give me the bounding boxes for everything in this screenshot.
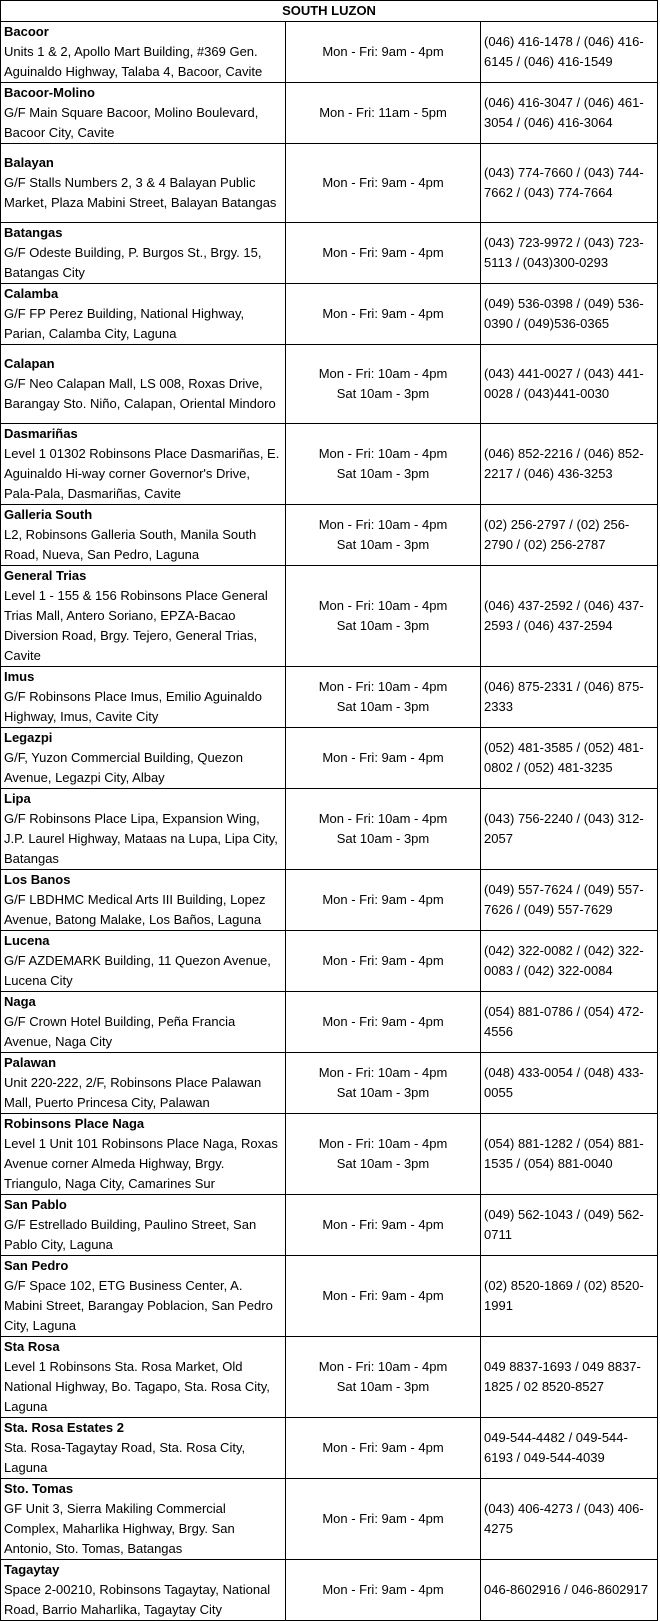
branch-hours-line: Mon - Fri: 10am - 4pm	[318, 366, 448, 381]
branch-hours-cell	[286, 345, 481, 424]
branch-hours-line: Mon - Fri: 10am - 4pm	[318, 1136, 448, 1151]
branch-name: Batangas	[4, 225, 63, 240]
branch-hours-cell	[286, 870, 481, 931]
branch-hours-line: Mon - Fri: 9am - 4pm	[322, 1511, 444, 1526]
branch-hours-line: Sat 10am - 3pm	[336, 618, 430, 633]
branch-name: Imus	[4, 669, 35, 684]
branch-name: Calamba	[4, 286, 59, 301]
branch-row	[1, 789, 658, 870]
branch-name: Sta. Rosa Estates 2	[4, 1420, 124, 1435]
branch-hours-cell	[286, 1256, 481, 1337]
region-title: SOUTH LUZON	[1, 1, 658, 22]
branch-hours-line: Mon - Fri: 10am - 4pm	[318, 598, 448, 613]
branch-row	[1, 728, 658, 789]
branch-hours-line: Sat 10am - 3pm	[336, 699, 430, 714]
branch-row	[1, 1418, 658, 1479]
branch-phone: (048) 433-0054 / (048) 433-0055	[481, 1053, 658, 1114]
branch-address-cell	[1, 566, 286, 667]
branch-hours-cell	[286, 992, 481, 1053]
branch-hours-cell	[286, 728, 481, 789]
branch-row	[1, 1337, 658, 1418]
branch-row	[1, 1256, 658, 1337]
branch-hours-line: Mon - Fri: 9am - 4pm	[322, 1014, 444, 1029]
branch-row	[1, 1114, 658, 1195]
branch-name: Robinsons Place Naga	[4, 1116, 145, 1131]
branch-phone: (043) 756-2240 / (043) 312-2057	[481, 789, 658, 870]
branch-phone: (054) 881-0786 / (054) 472-4556	[481, 992, 658, 1053]
branch-address: Level 1 01302 Robinsons Place Dasmariñas, E. Aguinaldo Hi-way corner Governor's Drive, Pala-Pala, Dasmariñas, Cavite	[4, 446, 280, 501]
branch-phone: (052) 481-3585 / (052) 481-0802 / (052) 481-3235	[481, 728, 658, 789]
branch-phone: (049) 562-1043 / (049) 562-0711	[481, 1195, 658, 1256]
branch-phone: (046) 852-2216 / (046) 852-2217 / (046) 436-3253	[481, 424, 658, 505]
branch-address: G/F Stalls Numbers 2, 3 & 4 Balayan Public Market, Plaza Mabini Street, Balayan Batangas	[4, 175, 277, 210]
branch-hours-line: Mon - Fri: 9am - 4pm	[322, 245, 444, 260]
branch-list	[1, 22, 658, 1621]
branch-hours-cell	[286, 83, 481, 144]
branch-hours-cell	[286, 566, 481, 667]
branch-hours-line: Mon - Fri: 9am - 4pm	[322, 1217, 444, 1232]
branch-phone: (02) 8520-1869 / (02) 8520-1991	[481, 1256, 658, 1337]
branch-name: Bacoor-Molino	[4, 85, 95, 100]
branch-address-cell	[1, 424, 286, 505]
branch-phone: 049-544-4482 / 049-544-6193 / 049-544-4039	[481, 1418, 658, 1479]
branch-hours-line: Mon - Fri: 9am - 4pm	[322, 750, 444, 765]
branch-row	[1, 505, 658, 566]
branch-name: Dasmariñas	[4, 426, 78, 441]
branch-address-cell	[1, 1256, 286, 1337]
branch-address-cell	[1, 992, 286, 1053]
branch-hours-cell	[286, 1418, 481, 1479]
branch-address: Units 1 & 2, Apollo Mart Building, #369 Gen. Aguinaldo Highway, Talaba 4, Bacoor, Cavite	[4, 44, 263, 79]
branch-row	[1, 1195, 658, 1256]
branch-address: G/F Robinsons Place Lipa, Expansion Wing, J.P. Laurel Highway, Mataas na Lupa, Lipa City, Batangas	[4, 811, 278, 866]
branch-address: G/F FP Perez Building, National Highway, Parian, Calamba City, Laguna	[4, 306, 245, 341]
branch-name: General Trias	[4, 568, 87, 583]
branch-row	[1, 1479, 658, 1560]
branch-address-cell	[1, 505, 286, 566]
branch-hours-cell	[286, 1560, 481, 1621]
region-header-row	[1, 1, 658, 22]
branch-hours-line: Mon - Fri: 10am - 4pm	[318, 679, 448, 694]
branch-hours-line: Mon - Fri: 9am - 4pm	[322, 892, 444, 907]
branch-address: G/F Crown Hotel Building, Peña Francia Avenue, Naga City	[4, 1014, 236, 1049]
branch-hours-cell	[286, 667, 481, 728]
branch-address-cell	[1, 789, 286, 870]
branch-row	[1, 284, 658, 345]
branch-row	[1, 424, 658, 505]
branch-name: Naga	[4, 994, 36, 1009]
branch-address: G/F Estrellado Building, Paulino Street, San Pablo City, Laguna	[4, 1217, 257, 1252]
branch-hours-cell	[286, 223, 481, 284]
branch-address: G/F Odeste Building, P. Burgos St., Brgy. 15, Batangas City	[4, 245, 262, 280]
branch-phone: (043) 774-7660 / (043) 744-7662 / (043) 774-7664	[481, 144, 658, 223]
branch-address: Space 2-00210, Robinsons Tagaytay, National Road, Barrio Maharlika, Tagaytay City	[4, 1582, 271, 1617]
branch-address: Sta. Rosa-Tagaytay Road, Sta. Rosa City, Laguna	[4, 1440, 246, 1475]
branch-name: Palawan	[4, 1055, 57, 1070]
branch-hours-line: Mon - Fri: 10am - 4pm	[318, 811, 448, 826]
branch-row	[1, 83, 658, 144]
branch-name: Los Banos	[4, 872, 71, 887]
branch-hours-line: Sat 10am - 3pm	[336, 1156, 430, 1171]
branch-address-cell	[1, 345, 286, 424]
branch-address: L2, Robinsons Galleria South, Manila South Road, Nueva, San Pedro, Laguna	[4, 527, 257, 562]
branch-hours-line: Sat 10am - 3pm	[336, 466, 430, 481]
branch-phone: (043) 441-0027 / (043) 441-0028 / (043)441-0030	[481, 345, 658, 424]
branch-phone: (042) 322-0082 / (042) 322-0083 / (042) 322-0084	[481, 931, 658, 992]
branch-hours-line: Mon - Fri: 9am - 4pm	[322, 953, 444, 968]
branch-address: G/F Neo Calapan Mall, LS 008, Roxas Drive, Barangay Sto. Niño, Calapan, Oriental Mindoro	[4, 376, 276, 411]
branch-hours-line: Mon - Fri: 11am - 5pm	[319, 105, 447, 120]
branch-address-cell	[1, 667, 286, 728]
branch-address: Level 1 - 155 & 156 Robinsons Place General Trias Mall, Antero Soriano, EPZA-Bacao Diversion Road, Brgy. Tejero, General Trias, Cavite	[4, 588, 268, 663]
branch-address-cell	[1, 83, 286, 144]
branch-hours-cell	[286, 424, 481, 505]
branch-phone: (046) 875-2331 / (046) 875-2333	[481, 667, 658, 728]
branch-address: G/F Main Square Bacoor, Molino Boulevard, Bacoor City, Cavite	[4, 105, 259, 140]
branch-address-cell	[1, 931, 286, 992]
branch-address: G/F LBDHMC Medical Arts III Building, Lopez Avenue, Batong Malake, Los Baños, Laguna	[4, 892, 266, 927]
branch-hours-cell	[286, 931, 481, 992]
branch-address-cell	[1, 1560, 286, 1621]
branch-address-cell	[1, 1479, 286, 1560]
branch-hours-line: Mon - Fri: 10am - 4pm	[318, 1065, 448, 1080]
branch-address: G/F Space 102, ETG Business Center, A. Mabini Street, Barangay Poblacion, San Pedro City, Laguna	[4, 1278, 273, 1333]
branch-hours-line: Sat 10am - 3pm	[336, 537, 430, 552]
branch-hours-cell	[286, 22, 481, 83]
branch-address-cell	[1, 1195, 286, 1256]
branch-phone: (043) 406-4273 / (043) 406-4275	[481, 1479, 658, 1560]
branch-hours-line: Sat 10am - 3pm	[336, 386, 430, 401]
branch-address-cell	[1, 144, 286, 223]
branch-hours-cell	[286, 1195, 481, 1256]
branch-phone: (043) 723-9972 / (043) 723-5113 / (043)300-0293	[481, 223, 658, 284]
branch-address-cell	[1, 1418, 286, 1479]
branch-row	[1, 992, 658, 1053]
branch-name: San Pedro	[4, 1258, 69, 1273]
branch-address-cell	[1, 1337, 286, 1418]
branch-row	[1, 566, 658, 667]
branch-phone: (046) 416-1478 / (046) 416-6145 / (046) 416-1549	[481, 22, 658, 83]
branch-name: Lipa	[4, 791, 31, 806]
branch-row	[1, 1053, 658, 1114]
branch-address: Level 1 Unit 101 Robinsons Place Naga, Roxas Avenue corner Almeda Highway, Brgy. Triangulo, Naga City, Camarines Sur	[4, 1136, 278, 1191]
branch-row	[1, 931, 658, 992]
branch-row	[1, 870, 658, 931]
branch-hours-line: Mon - Fri: 9am - 4pm	[322, 175, 444, 190]
branch-hours-cell	[286, 1337, 481, 1418]
branch-address: G/F Robinsons Place Imus, Emilio Aguinaldo Highway, Imus, Cavite City	[4, 689, 262, 724]
branch-hours-line: Mon - Fri: 9am - 4pm	[322, 1582, 444, 1597]
branch-hours-cell	[286, 789, 481, 870]
branch-hours-line: Mon - Fri: 10am - 4pm	[318, 517, 448, 532]
branch-phone: 046-8602916 / 046-8602917	[481, 1560, 658, 1621]
branch-address-cell	[1, 728, 286, 789]
branch-name: Calapan	[4, 356, 55, 371]
branch-address: Level 1 Robinsons Sta. Rosa Market, Old National Highway, Bo. Tagapo, Sta. Rosa City, Laguna	[4, 1359, 270, 1414]
branch-address-cell	[1, 22, 286, 83]
branch-hours-line: Sat 10am - 3pm	[336, 1085, 430, 1100]
branch-name: Sto. Tomas	[4, 1481, 74, 1496]
branch-address-cell	[1, 284, 286, 345]
branch-name: Balayan	[4, 155, 54, 170]
branch-address-cell	[1, 1053, 286, 1114]
branch-name: Bacoor	[4, 24, 49, 39]
branch-row	[1, 1560, 658, 1621]
branch-address: G/F, Yuzon Commercial Building, Quezon Avenue, Legazpi City, Albay	[4, 750, 243, 785]
branch-row	[1, 345, 658, 424]
branch-phone: (046) 416-3047 / (046) 461-3054 / (046) 416-3064	[481, 83, 658, 144]
branch-hours-cell	[286, 1479, 481, 1560]
branch-address-cell	[1, 223, 286, 284]
branch-hours-cell	[286, 505, 481, 566]
branch-hours-cell	[286, 284, 481, 345]
branch-hours-line: Mon - Fri: 10am - 4pm	[318, 446, 448, 461]
branch-hours-line: Mon - Fri: 9am - 4pm	[322, 1440, 444, 1455]
branch-phone: (054) 881-1282 / (054) 881-1535 / (054) 881-0040	[481, 1114, 658, 1195]
branch-row	[1, 223, 658, 284]
branch-address-cell	[1, 870, 286, 931]
branch-hours-cell	[286, 1053, 481, 1114]
branch-phone: (02) 256-2797 / (02) 256-2790 / (02) 256-2787	[481, 505, 658, 566]
branch-hours-line: Mon - Fri: 9am - 4pm	[322, 44, 444, 59]
branch-address: Unit 220-222, 2/F, Robinsons Place Palawan Mall, Puerto Princesa City, Palawan	[4, 1075, 262, 1110]
branch-phone: (046) 437-2592 / (046) 437-2593 / (046) 437-2594	[481, 566, 658, 667]
branch-address: GF Unit 3, Sierra Makiling Commercial Complex, Maharlika Highway, Brgy. San Antonio, Sto. Tomas, Batangas	[4, 1501, 235, 1556]
branch-row	[1, 667, 658, 728]
branch-hours-line: Mon - Fri: 9am - 4pm	[322, 306, 444, 321]
branch-name: Tagaytay	[4, 1562, 60, 1577]
branch-phone: (049) 536-0398 / (049) 536-0390 / (049)536-0365	[481, 284, 658, 345]
branch-phone: 049 8837-1693 / 049 8837-1825 / 02 8520-8527	[481, 1337, 658, 1418]
branch-phone: (049) 557-7624 / (049) 557-7626 / (049) 557-7629	[481, 870, 658, 931]
branch-name: Lucena	[4, 933, 50, 948]
branch-hours-cell	[286, 144, 481, 223]
branch-hours-line: Sat 10am - 3pm	[336, 831, 430, 846]
branch-hours-line: Sat 10am - 3pm	[336, 1379, 430, 1394]
branch-hours-line: Mon - Fri: 10am - 4pm	[318, 1359, 448, 1374]
branch-name: Galleria South	[4, 507, 93, 522]
branch-address-cell	[1, 1114, 286, 1195]
branch-hours-line: Mon - Fri: 9am - 4pm	[322, 1288, 444, 1303]
branch-name: San Pablo	[4, 1197, 67, 1212]
branch-row	[1, 144, 658, 223]
branch-address: G/F AZDEMARK Building, 11 Quezon Avenue, Lucena City	[4, 953, 271, 988]
branch-name: Legazpi	[4, 730, 53, 745]
branch-row	[1, 22, 658, 83]
branch-name: Sta Rosa	[4, 1339, 60, 1354]
branch-hours-cell	[286, 1114, 481, 1195]
